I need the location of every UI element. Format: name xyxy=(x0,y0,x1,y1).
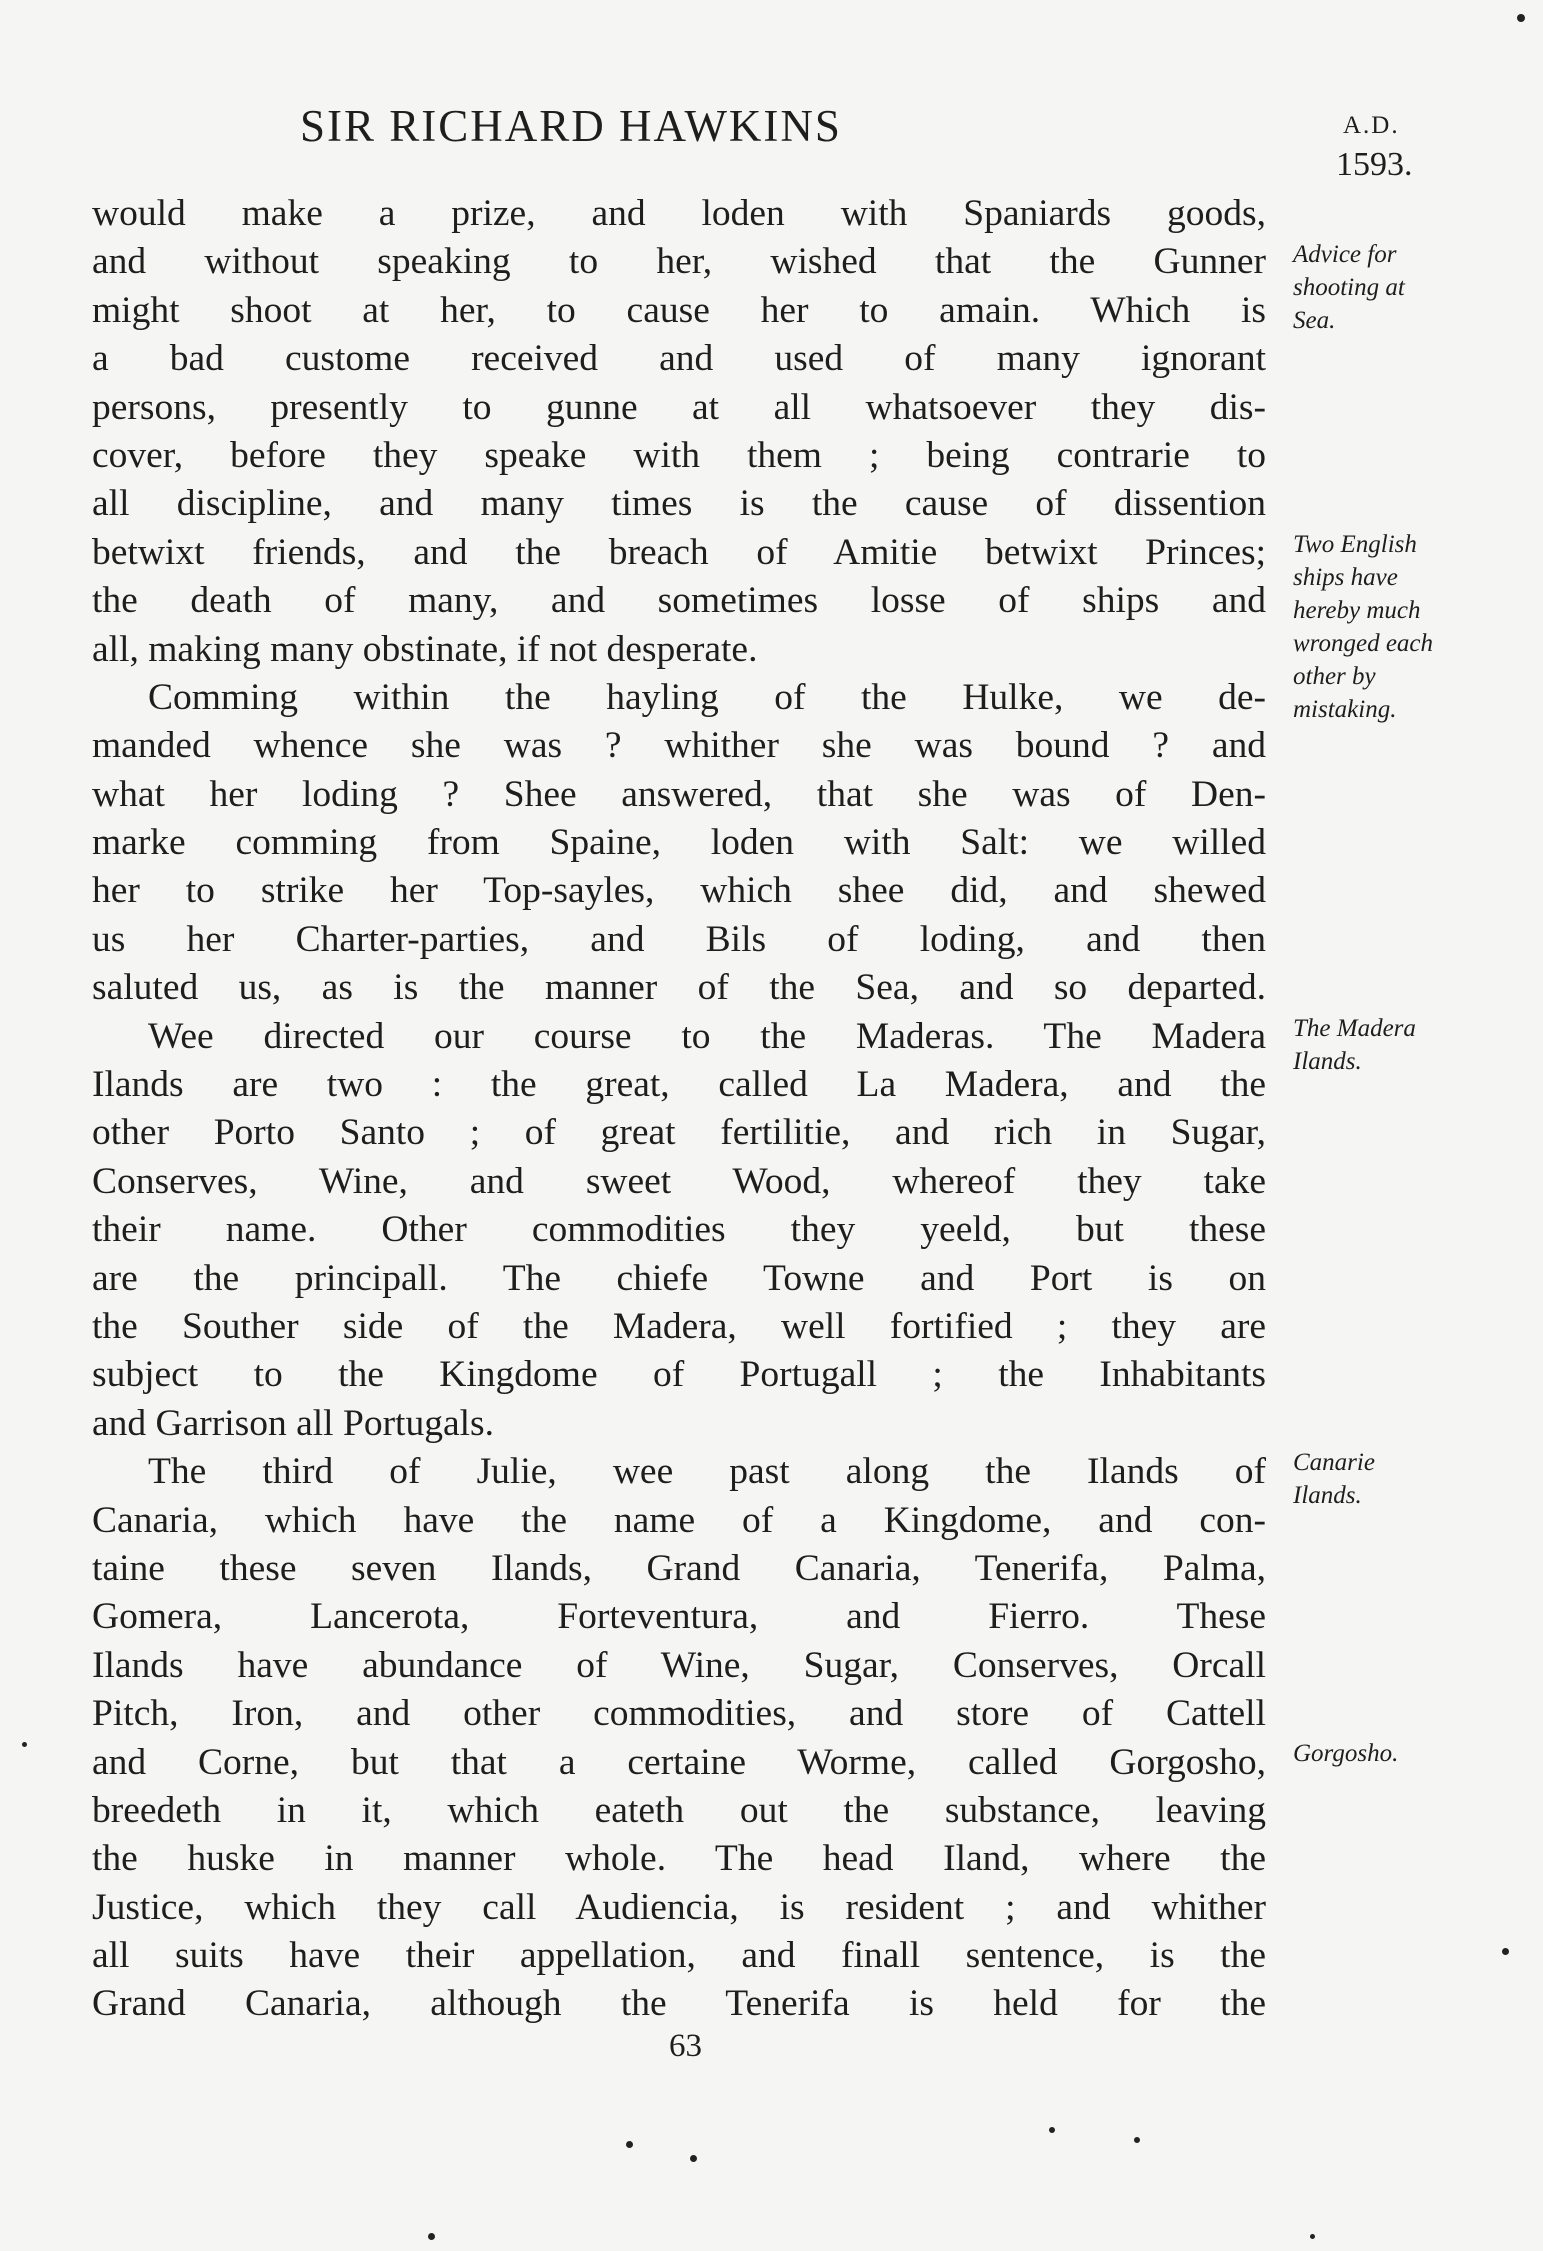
text-line: cover, before they speake with them ; being contrarie to xyxy=(92,434,1266,476)
text-line: manded whence she was ? whither she was bound ? and xyxy=(92,725,1266,767)
text-line: saluted us, as is the manner of the Sea, and so departed. xyxy=(92,967,1266,1009)
margin-note-line: The Madera xyxy=(1293,1015,1416,1042)
text-line: might shoot at her, to cause her to amain. Which is xyxy=(92,289,1266,331)
text-line: and Garrison all Portugals. xyxy=(92,1402,495,1444)
text-line: are the principall. The chiefe Towne and Port is on xyxy=(92,1257,1266,1299)
text-line: Comming within the hayling of the Hulke, we de- xyxy=(148,676,1266,718)
text-line: the Souther side of the Madera, well fortified ; they are xyxy=(92,1305,1266,1347)
margin-note-line: Two English xyxy=(1293,531,1417,558)
year-label: 1593. xyxy=(1336,146,1413,183)
text-line: all, making many obstinate, if not desperate. xyxy=(92,628,758,670)
scan-speck xyxy=(1517,14,1525,22)
margin-note-line: mistaking. xyxy=(1293,696,1397,723)
running-title: SIR RICHARD HAWKINS xyxy=(300,101,842,151)
text-line: what her loding ? Shee answered, that she was of Den- xyxy=(92,773,1266,815)
text-line: and Corne, but that a certaine Worme, called Gorgosho, xyxy=(92,1741,1266,1783)
margin-note-english-ships xyxy=(1293,528,1513,726)
text-line: the death of many, and sometimes losse of ships and xyxy=(92,580,1266,622)
era-label: A.D. xyxy=(1343,112,1400,139)
text-line: subject to the Kingdome of Portugall ; the Inhabitants xyxy=(92,1354,1266,1396)
text-line: Conserves, Wine, and sweet Wood, whereof they take xyxy=(92,1160,1266,1202)
margin-note-line: Sea. xyxy=(1293,307,1336,334)
text-line: marke comming from Spaine, loden with Salt: we willed xyxy=(92,822,1266,864)
margin-note-shooting-advice xyxy=(1293,238,1513,337)
page-number: 63 xyxy=(669,2028,702,2064)
scan-speck xyxy=(1310,2234,1315,2239)
margin-note-line: Advice for xyxy=(1293,241,1397,268)
text-line: Canaria, which have the name of a Kingdome, and con- xyxy=(92,1499,1266,1541)
text-line: their name. Other commodities they yeeld, but these xyxy=(92,1209,1266,1251)
text-line: Pitch, Iron, and other commodities, and store of Cattell xyxy=(92,1693,1266,1735)
margin-note-line: Ilands. xyxy=(1293,1482,1362,1509)
margin-note-canarie xyxy=(1293,1446,1513,1512)
text-line: Ilands have abundance of Wine, Sugar, Conserves, Orcall xyxy=(92,1644,1266,1686)
text-line: all discipline, and many times is the cause of dissention xyxy=(92,483,1266,525)
margin-note-line: hereby much xyxy=(1293,597,1421,624)
text-line: betwixt friends, and the breach of Amitie betwixt Princes; xyxy=(92,531,1266,573)
margin-note-line: Ilands. xyxy=(1293,1048,1362,1075)
margin-note-line: other by xyxy=(1293,663,1376,690)
text-line: Wee directed our course to the Maderas. The Madera xyxy=(148,1015,1266,1057)
text-line: Ilands are two : the great, called La Madera, and the xyxy=(92,1064,1266,1106)
text-line: us her Charter-parties, and Bils of loding, and then xyxy=(92,918,1266,960)
scan-speck xyxy=(626,2141,633,2148)
text-line: and without speaking to her, wished that the Gunner xyxy=(92,241,1266,283)
text-line: a bad custome received and used of many ignorant xyxy=(92,338,1266,380)
scan-speck xyxy=(428,2233,435,2240)
text-line: the huske in manner whole. The head Iland, where the xyxy=(92,1838,1266,1880)
text-line: persons, presently to gunne at all whatsoever they dis- xyxy=(92,386,1266,428)
text-line: Grand Canaria, although the Tenerifa is held for the xyxy=(92,1983,1266,2025)
scan-speck xyxy=(1502,1948,1509,1955)
scan-speck xyxy=(1134,2137,1140,2143)
text-line: other Porto Santo ; of great fertilitie, and rich in Sugar, xyxy=(92,1112,1266,1154)
margin-note-line: Gorgosho. xyxy=(1293,1740,1399,1767)
text-line: would make a prize, and loden with Spaniards goods, xyxy=(92,193,1266,234)
text-line: Justice, which they call Audiencia, is resident ; and whither xyxy=(92,1886,1266,1928)
text-line: The third of Julie, wee past along the Ilands of xyxy=(148,1451,1266,1493)
margin-note-line: Canarie xyxy=(1293,1449,1375,1476)
text-line: breedeth in it, which eateth out the substance, leaving xyxy=(92,1789,1266,1831)
text-line: her to strike her Top-sayles, which shee did, and shewed xyxy=(92,870,1266,912)
text-line: Gomera, Lancerota, Forteventura, and Fierro. These xyxy=(92,1596,1266,1638)
scan-speck xyxy=(690,2155,697,2162)
scan-speck xyxy=(1049,2127,1055,2133)
margin-note-madera xyxy=(1293,1012,1513,1078)
text-line: taine these seven Ilands, Grand Canaria, Tenerifa, Palma, xyxy=(92,1547,1266,1589)
margin-note-line: wronged each xyxy=(1293,630,1434,657)
margin-note-gorgosho xyxy=(1293,1737,1513,1770)
body-text xyxy=(92,190,1266,2029)
scan-speck xyxy=(22,1742,27,1747)
text-line: all suits have their appellation, and finall sentence, is the xyxy=(92,1935,1266,1977)
margin-note-line: ships have xyxy=(1293,564,1398,591)
margin-note-line: shooting at xyxy=(1293,274,1405,301)
